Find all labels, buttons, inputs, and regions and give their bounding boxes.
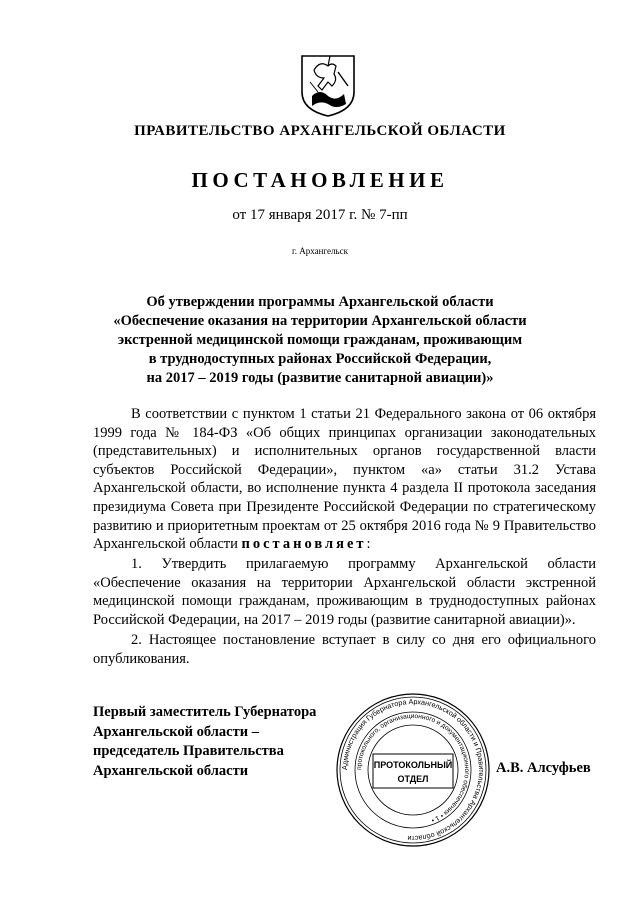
signer-name: А.В. Алсуфьев — [496, 760, 591, 776]
date-number: от 17 января 2017 г. № 7-пп — [232, 207, 408, 223]
preamble-paragraph: В соответствии с пунктом 1 статьи 21 Федерального закона от 06 октября 1999 года № 184-ФЗ «Об общих принципах организации законодательных (представительных) и исполнительных органов государственной власти субъектов Российской Федерации», пунктом «а» статьи 31.2 Устава Архангельской области, во исполнение пункта 4 раздела II протокола заседания президиума Совета при Президенте Российской Федерации по стратегическому развитию и приоритетным проектам от 25 октября 2016 года № 9 Правительство Архангельской области постановляет: — [93, 406, 596, 553]
signer-position-line: председатель Правительства — [93, 743, 284, 759]
signer-position-line: Первый заместитель Губернатора — [93, 704, 317, 720]
signer-position — [93, 703, 353, 781]
stamp-inner-text: протокольного, организационного и документационного обеспечения • 1 • — [355, 712, 471, 824]
government-name: ПРАВИТЕЛЬСТВО АРХАНГЕЛЬСКОЙ ОБЛАСТИ — [134, 123, 506, 139]
document-type: ПОСТАНОВЛЕНИЕ — [191, 168, 449, 192]
city: г. Архангельск — [292, 246, 348, 256]
subject-line: в труднодоступных районах Российской Федерации, — [148, 351, 492, 367]
stamp-center-line1: ПРОТОКОЛЬНЫЙ — [373, 760, 453, 770]
subject-line: на 2017 – 2019 годы (развитие санитарной авиации)» — [146, 370, 494, 386]
official-stamp — [333, 690, 493, 850]
subject-line: Об утверждении программы Архангельской области — [146, 294, 494, 310]
signer-position-line: Архангельской области – — [93, 723, 259, 740]
coat-of-arms-icon — [298, 52, 358, 118]
stamp-center-line2: ОТДЕЛ — [397, 774, 429, 784]
decree-word: постановляет — [241, 536, 367, 553]
stamp-outer-text: Администрация Губернатора Архангельской области и Правительства Архангельской области — [339, 696, 487, 844]
subject-line: «Обеспечение оказания на территории Архангельской области — [113, 313, 527, 329]
subject-line: экстренной медицинской помощи гражданам, проживающим — [117, 332, 523, 348]
document-subject — [0, 293, 640, 388]
item-2: 2. Настоящее постановление вступает в силу со дня его официального опубликования. — [93, 632, 596, 667]
preamble-text: В соответствии с пунктом 1 статьи 21 Федерального закона от 06 октября 1999 года № 184-ФЗ «Об общих принципах организации законодательных (представительных) и исполнительных органов государственной власти субъектов Российской Федерации», пунктом «а» статьи 31.2 Устава Архангельской области, во исполнение пункта 4 раздела II протокола заседания президиума Совета при Президенте Российской Федерации по стратегическому развитию и приоритетным проектам от 25 октября 2016 года № 9 Правительство Архангельской области — [93, 406, 596, 553]
signer-position-line: Архангельской области — [93, 762, 249, 779]
item-1: 1. Утвердить прилагаемую программу Архангельской области «Обеспечение оказания на территории Архангельской области экстренной медицинской помощи гражданам, проживающим в труднодоступных районах Российской Федерации, на 2017 – 2019 годы (развитие санитарной авиации)». — [93, 556, 596, 628]
